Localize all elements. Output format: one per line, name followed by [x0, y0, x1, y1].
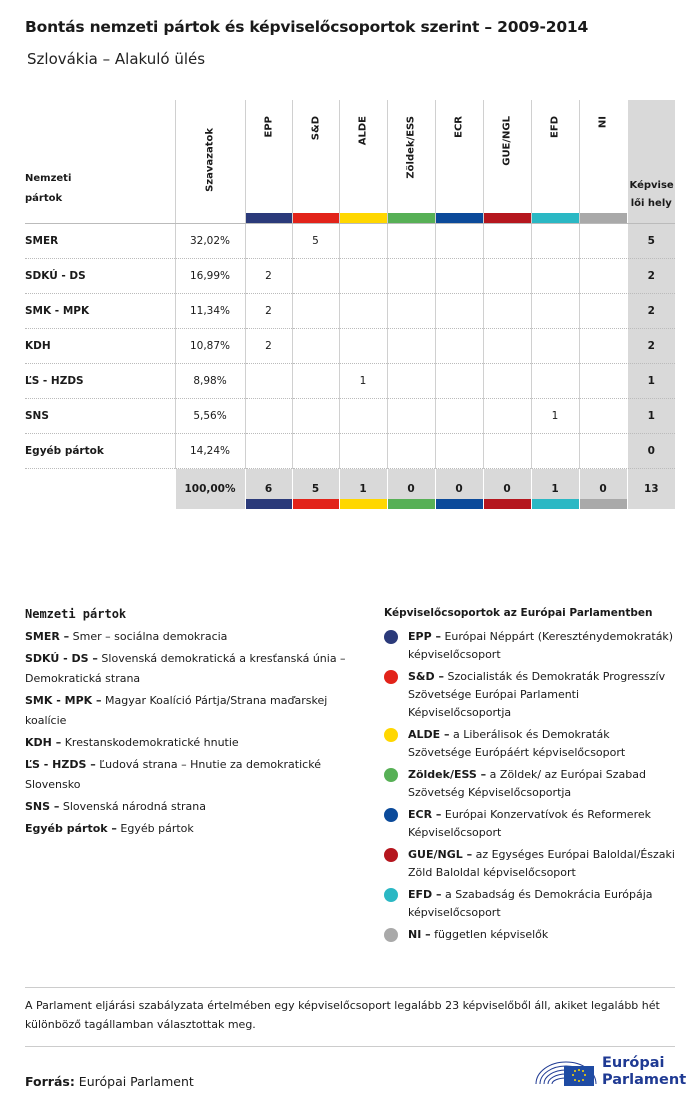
- group-seat-cell: [579, 294, 627, 329]
- group-color-bar: [388, 213, 435, 223]
- group-legend-abbr: S&D –: [408, 670, 444, 683]
- group-legend-item: [384, 926, 676, 944]
- group-seat-cell: 2: [245, 259, 292, 294]
- group-seat-cell: [435, 399, 483, 434]
- group-seat-cell: [579, 259, 627, 294]
- totals-group-cell: [579, 469, 627, 510]
- group-seat-cell: [292, 399, 339, 434]
- party-legend-abbr: SDKÚ - DS –: [25, 652, 98, 665]
- seats-column-header: [627, 100, 675, 224]
- group-seat-cell: [435, 294, 483, 329]
- totals-votes-cell: 100,00%: [175, 469, 245, 510]
- group-legend-abbr: ECR –: [408, 808, 442, 821]
- group-color-bar: [340, 499, 387, 509]
- group-color-bar: [340, 213, 387, 223]
- group-seat-cell: [483, 329, 531, 364]
- group-legend-abbr: ALDE –: [408, 728, 450, 741]
- group-seat-cell: [483, 434, 531, 469]
- logo-line-1: Európai: [602, 1055, 665, 1071]
- group-seat-cell: [435, 434, 483, 469]
- group-seat-cell: [292, 294, 339, 329]
- group-seat-cell: [531, 294, 579, 329]
- group-seat-cell: [435, 364, 483, 399]
- group-column-label: S&D: [310, 116, 321, 141]
- group-seat-cell: [387, 364, 435, 399]
- party-legend: [25, 604, 355, 841]
- group-seat-cell: [483, 399, 531, 434]
- group-seat-cell: 5: [292, 224, 339, 259]
- group-seat-cell: [579, 329, 627, 364]
- party-legend-item: [25, 627, 355, 647]
- group-seat-cell: [387, 399, 435, 434]
- party-name-cell: Egyéb pártok: [25, 434, 175, 469]
- group-seat-cell: [339, 259, 387, 294]
- group-seat-cell: [339, 294, 387, 329]
- party-name-cell: SMER: [25, 224, 175, 259]
- group-legend-abbr: EPP –: [408, 630, 441, 643]
- group-column-label: NI: [597, 116, 609, 129]
- group-seat-cell: [483, 259, 531, 294]
- group-seat-cell: [292, 364, 339, 399]
- page-title: Bontás nemzeti pártok és képviselőcsoportok szerint – 2009-2014: [25, 18, 589, 36]
- group-color-dot-icon: [384, 888, 398, 902]
- seats-total-cell: 1: [627, 399, 675, 434]
- group-seat-cell: 2: [245, 294, 292, 329]
- group-seat-cell: [387, 294, 435, 329]
- group-seat-cell: [245, 434, 292, 469]
- party-legend-abbr: KDH –: [25, 736, 62, 749]
- group-color-bar: [388, 499, 435, 509]
- party-legend-abbr: SMK - MPK –: [25, 694, 102, 707]
- group-legend-name: a Zöldek/ az Európai Szabad Szövetség Képviselőcsoportja: [408, 768, 646, 799]
- group-legend-item: [384, 628, 676, 664]
- group-seat-cell: [483, 294, 531, 329]
- votes-cell: 8,98%: [175, 364, 245, 399]
- group-color-bar: [293, 499, 339, 509]
- party-legend-name: Ľudová strana – Hnutie za demokratické Slovensko: [25, 758, 321, 791]
- totals-group-value: 5: [311, 483, 320, 495]
- seats-total-cell: 5: [627, 224, 675, 259]
- totals-group-value: 1: [359, 483, 367, 495]
- source-value: Európai Parlament: [74, 1074, 194, 1089]
- party-legend-item: [25, 691, 355, 731]
- party-legend-item: [25, 819, 355, 839]
- group-color-bar: [484, 213, 531, 223]
- party-name-cell: KDH: [25, 329, 175, 364]
- group-color-bar: [246, 213, 292, 223]
- group-column-label: Zöldek/ESS: [405, 116, 417, 179]
- group-legend-item: [384, 726, 676, 762]
- party-legend-abbr: SMER –: [25, 630, 70, 643]
- totals-group-value: 0: [503, 483, 511, 495]
- totals-row: [25, 469, 675, 510]
- totals-group-cell: [292, 469, 339, 510]
- group-legend-abbr: EFD –: [408, 888, 442, 901]
- source-label: Forrás:: [25, 1074, 75, 1089]
- group-color-dot-icon: [384, 848, 398, 862]
- group-color-bar: [532, 499, 579, 509]
- totals-group-value: 1: [551, 483, 559, 495]
- group-legend-name: a Szabadság és Demokrácia Európája képviselőcsoport: [408, 888, 653, 919]
- group-color-bar: [246, 499, 292, 509]
- totals-group-cell: [339, 469, 387, 510]
- totals-seats-cell: 13: [627, 469, 675, 510]
- group-seat-cell: [435, 259, 483, 294]
- table-row: [25, 434, 675, 469]
- seats-total-cell: 2: [627, 294, 675, 329]
- source-line: [25, 1074, 194, 1089]
- group-seat-cell: [245, 364, 292, 399]
- group-seat-cell: [339, 399, 387, 434]
- group-seat-cell: [483, 364, 531, 399]
- seats-total-cell: 0: [627, 434, 675, 469]
- group-column-header: [245, 100, 292, 224]
- group-seat-cell: [292, 434, 339, 469]
- party-legend-item: [25, 755, 355, 795]
- totals-group-cell: [435, 469, 483, 510]
- group-seat-cell: [292, 329, 339, 364]
- votes-cell: 5,56%: [175, 399, 245, 434]
- group-seat-cell: [339, 329, 387, 364]
- table-row: [25, 259, 675, 294]
- group-color-dot-icon: [384, 808, 398, 822]
- group-seat-cell: 1: [531, 399, 579, 434]
- table-row: [25, 399, 675, 434]
- group-column-label: ECR: [453, 116, 465, 138]
- group-seat-cell: [245, 399, 292, 434]
- group-seat-cell: [579, 399, 627, 434]
- group-legend-name: a Liberálisok és Demokraták Szövetsége Európáért képviselőcsoport: [408, 728, 626, 759]
- group-legend: [384, 604, 676, 948]
- group-color-bar: [580, 499, 627, 509]
- party-legend-item: [25, 733, 355, 753]
- results-table: [25, 100, 675, 509]
- group-seat-cell: [435, 224, 483, 259]
- table-row: [25, 224, 675, 259]
- totals-group-cell: [387, 469, 435, 510]
- totals-group-value: 0: [455, 483, 463, 495]
- seats-total-cell: 2: [627, 329, 675, 364]
- totals-group-cell: [531, 469, 579, 510]
- votes-cell: 16,99%: [175, 259, 245, 294]
- totals-group-cell: [483, 469, 531, 510]
- group-legend-abbr: GUE/NGL –: [408, 848, 473, 861]
- group-seat-cell: [579, 224, 627, 259]
- group-seat-cell: [387, 434, 435, 469]
- group-column-header: [531, 100, 579, 224]
- group-column-header: [579, 100, 627, 224]
- party-name-cell: SNS: [25, 399, 175, 434]
- table-row: [25, 364, 675, 399]
- group-legend-name: Európai Konzervatívok és Reformerek Képviselőcsoport: [408, 808, 651, 839]
- group-seat-cell: [579, 364, 627, 399]
- group-color-bar: [532, 213, 579, 223]
- party-legend-abbr: Egyéb pártok –: [25, 822, 117, 835]
- group-seat-cell: [387, 329, 435, 364]
- table-row: [25, 294, 675, 329]
- group-column-header: [292, 100, 339, 224]
- group-legend-item: [384, 806, 676, 842]
- group-color-dot-icon: [384, 630, 398, 644]
- totals-group-cell: [245, 469, 292, 510]
- group-color-bar: [293, 213, 339, 223]
- group-seat-cell: [531, 329, 579, 364]
- group-column-label: ALDE: [357, 116, 369, 146]
- group-legend-item: [384, 886, 676, 922]
- group-seat-cell: [435, 329, 483, 364]
- party-name-cell: SDKÚ - DS: [25, 259, 175, 294]
- totals-blank-cell: [25, 469, 175, 510]
- votes-column-header: Szavazatok: [175, 100, 245, 224]
- group-legend-name: független képviselők: [430, 928, 549, 941]
- group-legend-item: [384, 846, 676, 882]
- group-legend-item: [384, 766, 676, 802]
- group-seat-cell: [579, 434, 627, 469]
- group-seat-cell: [387, 224, 435, 259]
- group-seat-cell: [531, 259, 579, 294]
- party-legend-name: Egyéb pártok: [116, 822, 194, 835]
- party-legend-item: [25, 797, 355, 817]
- party-legend-name: Smer – sociálna demokracia: [69, 630, 228, 643]
- group-color-dot-icon: [384, 768, 398, 782]
- party-legend-name: Krestanskodemokratické hnutie: [61, 736, 239, 749]
- votes-cell: 14,24%: [175, 434, 245, 469]
- party-legend-abbr: SNS –: [25, 800, 60, 813]
- votes-cell: 32,02%: [175, 224, 245, 259]
- group-legend-name: Szocialisták és Demokraták Progresszív Szövetsége Európai Parlamenti Képviselőcsoportja: [408, 670, 666, 719]
- group-legend-abbr: NI –: [408, 928, 431, 941]
- group-column-label: EFD: [549, 116, 561, 138]
- votes-cell: 11,34%: [175, 294, 245, 329]
- party-legend-item: [25, 649, 355, 689]
- footnote: A Parlament eljárási szabályzata értelmében egy képviselőcsoport legalább 23 képviselőből áll, akiket legalább hét különböző tagállamban választottak meg.: [25, 987, 675, 1047]
- group-seat-cell: [339, 434, 387, 469]
- group-seat-cell: [483, 224, 531, 259]
- party-column-header: Nemzeti pártok: [25, 100, 175, 224]
- group-legend-title: Képviselőcsoportok az Európai Parlamentben: [384, 607, 653, 619]
- logo-text: [602, 1055, 686, 1089]
- group-seat-cell: 1: [339, 364, 387, 399]
- group-color-bar: [484, 499, 531, 509]
- group-column-header: [339, 100, 387, 224]
- group-legend-name: Európai Néppárt (Kereszténydemokraták) képviselőcsoport: [408, 630, 674, 661]
- group-seat-cell: [531, 364, 579, 399]
- page-subtitle: Szlovákia – Alakuló ülés: [27, 50, 206, 68]
- party-name-cell: ĽS - HZDS: [25, 364, 175, 399]
- group-seat-cell: [531, 434, 579, 469]
- party-legend-name: Slovenská národná strana: [59, 800, 206, 813]
- group-seat-cell: [245, 224, 292, 259]
- group-seat-cell: [387, 259, 435, 294]
- party-legend-title: Nemzeti pártok: [25, 607, 127, 621]
- group-column-header: [435, 100, 483, 224]
- group-column-label: GUE/NGL: [501, 116, 513, 166]
- votes-cell: 10,87%: [175, 329, 245, 364]
- logo-line-2: Parlament: [602, 1072, 687, 1088]
- group-color-bar: [436, 499, 483, 509]
- party-legend-name: Magyar Koalíció Pártja/Strana maďarskej koalície: [25, 694, 328, 727]
- group-color-bar: [580, 213, 627, 223]
- totals-group-value: 0: [599, 483, 607, 495]
- group-column-label: EPP: [263, 116, 274, 138]
- seats-total-cell: 2: [627, 259, 675, 294]
- group-color-dot-icon: [384, 728, 398, 742]
- totals-group-value: 6: [264, 483, 273, 495]
- group-legend-name: az Egységes Európai Baloldal/Északi Zöld Baloldal képviselőcsoport: [408, 848, 675, 879]
- party-legend-name: Slovenská demokratická a kresťanská únia – Demokratická strana: [25, 652, 346, 685]
- party-legend-abbr: ĽS - HZDS –: [25, 758, 96, 771]
- group-seat-cell: [292, 259, 339, 294]
- group-seat-cell: 2: [245, 329, 292, 364]
- group-legend-abbr: Zöldek/ESS –: [408, 768, 487, 781]
- group-column-header: [387, 100, 435, 224]
- party-name-cell: SMK - MPK: [25, 294, 175, 329]
- group-column-header: [483, 100, 531, 224]
- group-seat-cell: [339, 224, 387, 259]
- group-color-bar: [436, 213, 483, 223]
- group-color-dot-icon: [384, 670, 398, 684]
- seats-total-cell: 1: [627, 364, 675, 399]
- group-seat-cell: [531, 224, 579, 259]
- totals-group-value: 0: [407, 483, 415, 495]
- table-row: [25, 329, 675, 364]
- group-legend-item: [384, 668, 676, 722]
- group-color-dot-icon: [384, 928, 398, 942]
- seats-column-label: Képvise lői hely: [629, 180, 674, 209]
